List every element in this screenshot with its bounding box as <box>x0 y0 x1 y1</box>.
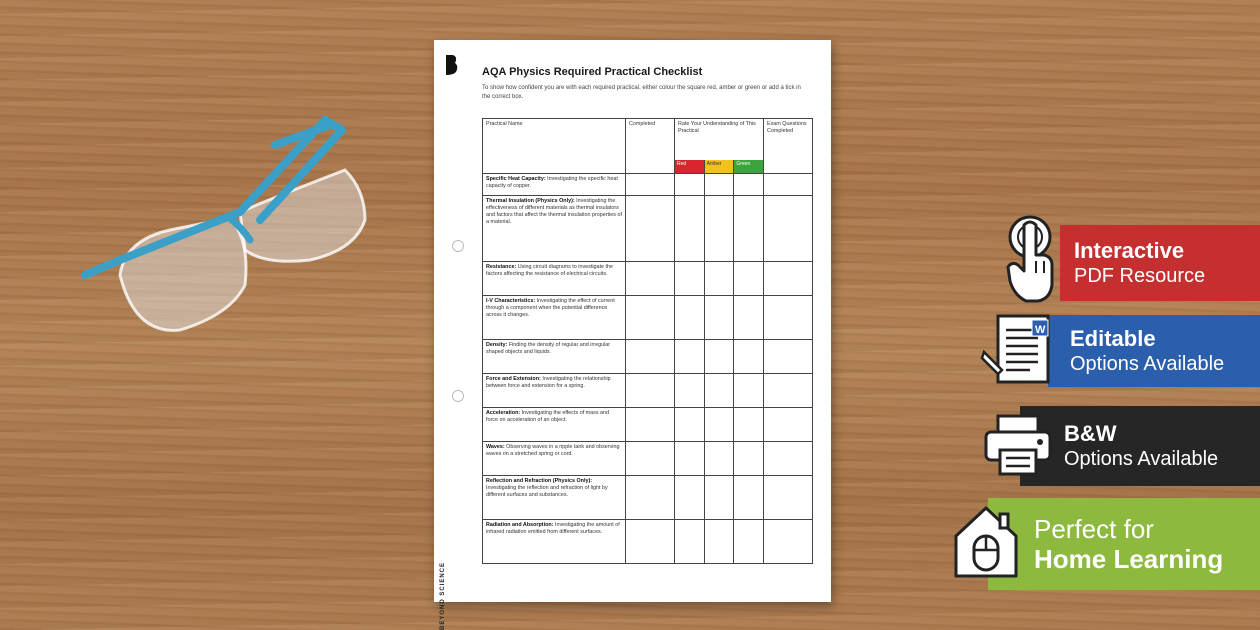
rating-green-cell <box>734 408 764 442</box>
rating-amber-cell <box>704 340 734 374</box>
rating-red: Red <box>675 160 704 173</box>
checklist-row <box>483 408 813 442</box>
rating-red-cell <box>675 196 705 262</box>
badge-title: Interactive <box>1074 238 1185 263</box>
printer-icon <box>982 412 1054 478</box>
svg-text:W: W <box>1035 324 1046 336</box>
rating-red-cell <box>675 476 705 520</box>
rating-green-cell <box>734 374 764 408</box>
editable-badge <box>1048 315 1260 387</box>
checklist-row <box>483 196 813 262</box>
practical-name-cell <box>483 340 626 374</box>
practical-name-cell <box>483 296 626 340</box>
badge-title: Perfect for <box>1034 514 1154 544</box>
practical-title: Reflection and Refraction (Physics Only): <box>486 478 593 484</box>
rating-amber-cell <box>704 374 734 408</box>
rating-red-cell <box>675 442 705 476</box>
rating-red-cell <box>675 374 705 408</box>
practical-description: Investigating the amount of infrared radiation emitted from different surfaces. <box>486 522 620 535</box>
practical-title: Resistance: <box>486 264 517 270</box>
practical-name-cell <box>483 196 626 262</box>
practical-description: Investigating the effectiveness of different materials as thermal insulators and factors that affect the thermal insulation properties of a material. <box>486 198 622 225</box>
completed-checkbox-cell <box>626 442 675 476</box>
rating-swatches <box>675 160 763 173</box>
checklist-table <box>482 118 813 564</box>
rating-green-cell <box>734 476 764 520</box>
rating-green: Green <box>733 160 763 173</box>
rating-amber-cell <box>704 196 734 262</box>
completed-checkbox-cell <box>626 374 675 408</box>
exam-questions-cell <box>764 196 813 262</box>
rating-green-cell <box>734 296 764 340</box>
completed-checkbox-cell <box>626 296 675 340</box>
rating-red-cell <box>675 262 705 296</box>
header-rate-understanding <box>675 119 764 174</box>
exam-questions-cell <box>764 174 813 196</box>
rating-green-cell <box>734 262 764 296</box>
practical-name-cell <box>483 408 626 442</box>
completed-checkbox-cell <box>626 340 675 374</box>
completed-checkbox-cell <box>626 262 675 296</box>
touch-hand-icon <box>1000 215 1064 307</box>
checklist-worksheet <box>434 40 831 630</box>
practical-title: Acceleration: <box>486 410 521 416</box>
completed-checkbox-cell <box>626 408 675 442</box>
checklist-row <box>483 174 813 196</box>
brand-logo-icon <box>444 54 460 76</box>
badge-subtitle: Home Learning <box>1034 544 1224 574</box>
badge-title: Editable <box>1070 326 1156 351</box>
rating-amber-cell <box>704 442 734 476</box>
checklist-row <box>483 262 813 296</box>
rating-red-cell <box>675 408 705 442</box>
rating-green-cell <box>734 520 764 564</box>
practical-title: Radiation and Absorption: <box>486 522 554 528</box>
practical-title: Thermal Insulation (Physics Only): <box>486 198 575 204</box>
practical-name-cell <box>483 174 626 196</box>
word-document-icon <box>980 312 1060 388</box>
practical-title: Force and Extension: <box>486 376 541 382</box>
rating-red-cell <box>675 340 705 374</box>
rating-red-cell <box>675 174 705 196</box>
worksheet-title: AQA Physics Required Practical Checklist <box>482 66 703 78</box>
header-rate-label: Rate Your Understanding of This Practical <box>678 121 756 134</box>
practical-description: Investigating the effect of current through a component when the potential difference across it changes. <box>486 298 615 318</box>
exam-questions-cell <box>764 374 813 408</box>
rating-green-cell <box>734 174 764 196</box>
practical-title: Density: <box>486 342 508 348</box>
rating-green-cell <box>734 340 764 374</box>
practical-title: Waves: <box>486 444 505 450</box>
worksheet-intro: To show how confident you are with each required practical, either colour the square red, amber or green or add a tick in the correct box. <box>482 85 801 100</box>
exam-questions-cell <box>764 262 813 296</box>
header-exam-questions: Exam Questions Completed <box>764 119 813 174</box>
practical-name-cell <box>483 374 626 408</box>
checklist-row <box>483 296 813 340</box>
practical-description: Finding the density of regular and irregular shaped objects and liquids. <box>486 342 611 355</box>
header-practical-name: Practical Name <box>483 119 626 174</box>
home-learning-badge <box>988 498 1260 590</box>
exam-questions-cell <box>764 408 813 442</box>
practical-description: Investigating the effects of mass and force on acceleration of an object. <box>486 410 610 423</box>
completed-checkbox-cell <box>626 174 675 196</box>
rating-amber-cell <box>704 296 734 340</box>
practical-description: Observing waves in a ripple tank and observing waves on a stretched spring or cord. <box>486 444 620 457</box>
practical-name-cell <box>483 520 626 564</box>
practical-description: Investigating the relationship between force and extension for a spring. <box>486 376 611 389</box>
badge-title: B&W <box>1064 421 1117 446</box>
rating-amber-cell <box>704 174 734 196</box>
completed-checkbox-cell <box>626 476 675 520</box>
practical-description: Investigating the specific heat capacity of copper. <box>486 176 618 189</box>
exam-questions-cell <box>764 296 813 340</box>
practical-name-cell <box>483 442 626 476</box>
rating-red-cell <box>675 520 705 564</box>
rating-red-cell <box>675 296 705 340</box>
safety-glasses-image <box>80 100 380 350</box>
checklist-row <box>483 340 813 374</box>
rating-amber-cell <box>704 476 734 520</box>
exam-questions-cell <box>764 340 813 374</box>
practical-name-cell <box>483 262 626 296</box>
checklist-row <box>483 442 813 476</box>
brand-text: BEYOND SCIENCE <box>440 561 446 630</box>
practical-name-cell <box>483 476 626 520</box>
practical-description: Using circuit diagrams to investigate the factors affecting the resistance of electrical circuits. <box>486 264 614 277</box>
interactive-pdf-badge <box>1060 225 1260 301</box>
badge-subtitle: PDF Resource <box>1074 265 1206 287</box>
house-mouse-icon <box>950 502 1022 582</box>
rating-green-cell <box>734 442 764 476</box>
binder-hole <box>452 390 464 402</box>
rating-amber: Amber <box>704 160 734 173</box>
checklist-row <box>483 374 813 408</box>
badge-subtitle: Options Available <box>1070 353 1225 375</box>
badge-subtitle: Options Available <box>1064 448 1219 470</box>
completed-checkbox-cell <box>626 520 675 564</box>
practical-description: Investigating the reflection and refraction of light by different surfaces and substances. <box>486 485 608 498</box>
rating-green-cell <box>734 196 764 262</box>
rating-amber-cell <box>704 520 734 564</box>
exam-questions-cell <box>764 442 813 476</box>
header-completed: Completed <box>626 119 675 174</box>
bw-options-badge <box>1020 406 1260 486</box>
checklist-row <box>483 520 813 564</box>
exam-questions-cell <box>764 476 813 520</box>
rating-amber-cell <box>704 262 734 296</box>
practical-title: I-V Characteristics: <box>486 298 536 304</box>
practical-title: Specific Heat Capacity: <box>486 176 546 182</box>
completed-checkbox-cell <box>626 196 675 262</box>
exam-questions-cell <box>764 520 813 564</box>
binder-hole <box>452 240 464 252</box>
checklist-row <box>483 476 813 520</box>
rating-amber-cell <box>704 408 734 442</box>
